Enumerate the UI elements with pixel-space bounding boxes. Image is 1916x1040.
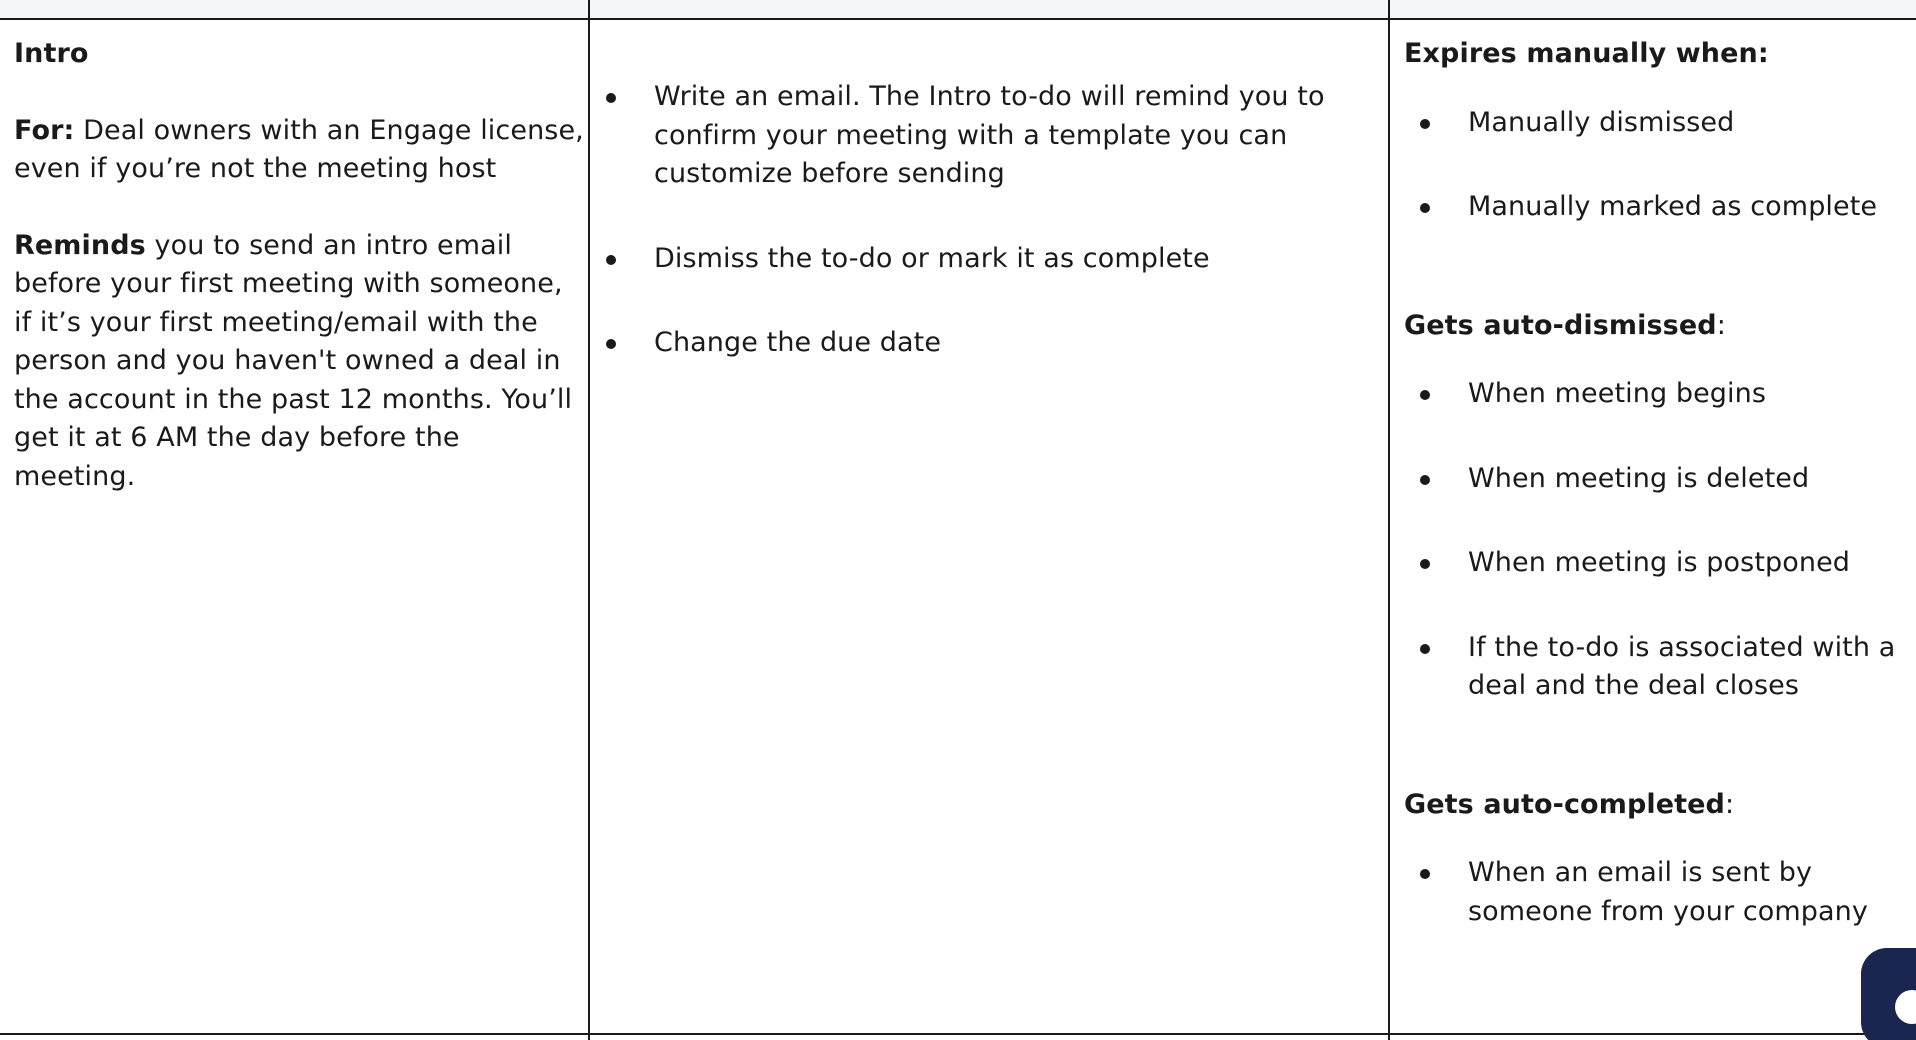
bullet-icon (606, 93, 616, 103)
table-header-strip (0, 0, 1916, 20)
bullet-icon (1420, 475, 1430, 485)
bullet-icon (1420, 203, 1430, 213)
bullet-icon (1420, 390, 1430, 400)
expires-list (1404, 104, 1904, 227)
list-item: Manually marked as complete (1404, 188, 1904, 227)
reminds-text: you to send an intro email before your first meeting with someone, if it’s your first meeting/email with the person and you haven't owned a deal in the account in the past 12 months. You’ll get it at 6 AM the day before the meeting. (14, 229, 573, 492)
reminds-paragraph (14, 227, 584, 497)
reminds-label: Reminds (14, 229, 146, 261)
auto-dismissed-list (1404, 375, 1904, 706)
cell-actions (590, 20, 1380, 409)
for-text: Deal owners with an Engage license, even if you’re not the meeting host (14, 114, 584, 184)
cell-expiration-rules (1404, 20, 1904, 977)
for-label: For: (14, 114, 75, 146)
bullet-icon (1420, 869, 1430, 879)
table-bottom-border (0, 1033, 1916, 1035)
auto-completed-list (1404, 854, 1904, 931)
list-item: Write an email. The Intro to-do will remind you to confirm your meeting with a template you can customize before sending (590, 78, 1380, 194)
list-item: If the to-do is associated with a deal and the deal closes (1404, 629, 1904, 706)
expires-heading: Expires manually when: (1404, 38, 1769, 69)
list-item: Dismiss the to-do or mark it as complete (590, 240, 1380, 279)
todo-type-title: Intro (14, 38, 89, 69)
for-paragraph (14, 112, 584, 189)
list-item: When an email is sent by someone from your company (1404, 854, 1904, 931)
bullet-icon (1420, 559, 1430, 569)
column-divider-2 (1388, 0, 1390, 1040)
actions-list (590, 78, 1380, 363)
list-item: When meeting begins (1404, 375, 1904, 414)
bullet-icon (1420, 644, 1430, 654)
list-item: Manually dismissed (1404, 104, 1904, 143)
auto-completed-heading: Gets auto-completed: (1404, 788, 1735, 820)
cell-intro-description (14, 20, 584, 496)
bullet-icon (606, 255, 616, 265)
list-item: Change the due date (590, 324, 1380, 363)
list-item: When meeting is postponed (1404, 544, 1904, 583)
list-item: When meeting is deleted (1404, 460, 1904, 499)
auto-dismissed-heading: Gets auto-dismissed: (1404, 309, 1726, 341)
bullet-icon (606, 339, 616, 349)
bullet-icon (1420, 119, 1430, 129)
